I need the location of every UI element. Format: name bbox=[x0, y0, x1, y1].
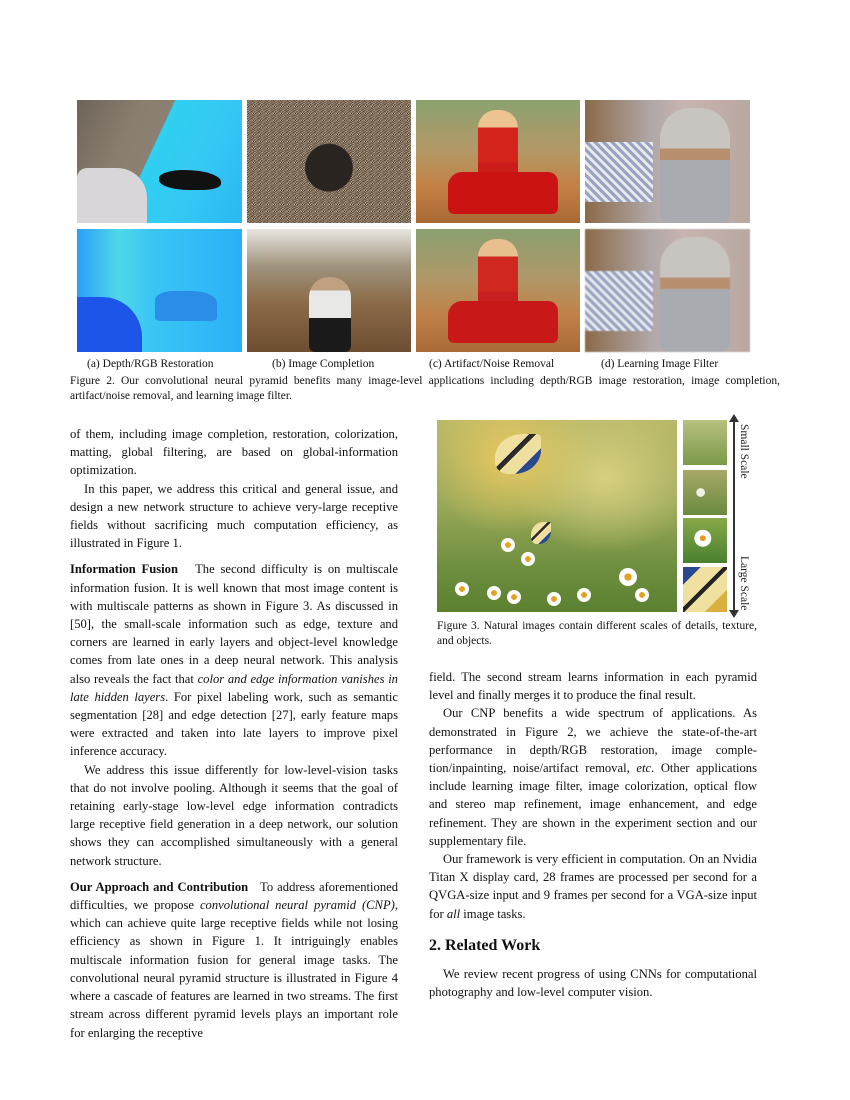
figure-3-tile-butterfly bbox=[683, 567, 727, 612]
text: . Other applications include learning image filter, image colorization, optical flow and stereo map refinement, image enhancement, and edge refinement. They are shown in the experiment section and our supplementary file. bbox=[429, 761, 757, 848]
butterfly-large bbox=[495, 434, 541, 474]
daisy bbox=[501, 538, 515, 552]
paragraph: In this paper, we address this critical and general issue, and design a new network structure to achieve very-large receptive fields without sacrificing much computation efficiency, as illustrated in Figure 1. bbox=[70, 481, 398, 551]
figure-2c-label: (c) Artifact/Noise Removal bbox=[429, 358, 555, 370]
figure-2d-label: (d) Learning Image Filter bbox=[601, 358, 719, 370]
figure-2a-label: (a) Depth/RGB Restoration bbox=[87, 358, 214, 370]
paragraph bbox=[429, 850, 757, 923]
daisy bbox=[455, 582, 469, 596]
daisy bbox=[487, 586, 501, 600]
paragraph-approach bbox=[70, 878, 398, 1042]
paragraph: field. The second stream learns information in each pyramid level and finally merges it to produce the final result. bbox=[429, 670, 757, 703]
figure-3-main-image bbox=[437, 420, 677, 612]
figure-2-caption: Figure 2. Our convolutional neural pyramid benefits many image-level applications including depth/RGB image restoration, image completion, artifact/noise removal, and learning image filter. bbox=[70, 375, 780, 402]
figure-2d-bottom-image bbox=[585, 229, 750, 352]
paragraph: We review recent progress of using CNNs for computational photography and low-level computer vision. bbox=[429, 967, 757, 1000]
paragraph bbox=[429, 704, 757, 850]
daisy bbox=[577, 588, 591, 602]
text: Our CNP benefits a wide spectrum of applications. As demonstrated in Figure 2, we achieve the state-of-the-art performance in depth/RGB restoration, image completion/inpainting, noise/artifact removal, bbox=[429, 706, 757, 776]
daisy bbox=[635, 588, 649, 602]
figure-3-tile-small-daisies bbox=[683, 470, 727, 515]
paragraph-information-fusion bbox=[70, 560, 398, 760]
figure-2b-label: (b) Image Completion bbox=[272, 358, 375, 370]
daisy bbox=[507, 590, 521, 604]
figure-2b-top-image bbox=[247, 100, 411, 223]
figure-3-caption: Figure 3. Natural images contain different scales of details, texture, and objects. bbox=[437, 620, 757, 647]
figure-2a-top-image bbox=[77, 100, 242, 223]
text: To address aforementioned difficulties, we propose bbox=[70, 879, 399, 913]
left-column bbox=[70, 425, 398, 1042]
figure-2b-bottom-image bbox=[247, 229, 411, 352]
figure-2a-bottom-image bbox=[77, 229, 242, 352]
run-in-heading: Information Fusion bbox=[70, 562, 178, 577]
daisy bbox=[619, 568, 637, 586]
small-scale-label: Small Scale bbox=[738, 424, 750, 479]
paragraph: We address this issue differently for low-level-vision tasks that do not involve pooling. Although it seems that the goal of retaining early-stage low-level edge information contradicts large receptive field generation in a deep network, our solution shows they can accomplished simultaneously with a general network structure. bbox=[70, 762, 398, 868]
text: . For pixel labeling work, such as semantic segmentation [28] and edge detection [27], early feature maps were extracted and taken into late layers to improve pixel inference accuracy. bbox=[70, 689, 398, 759]
figure-2d-top-image bbox=[585, 100, 750, 223]
text: , which can achieve quite large receptive fields while not losing efficiency as shown in Figure 1. It intriguingly enables multiscale information fusion for general image tasks. The convolutional neural pyramid structure is illustrated in Figure 4 where a cascade of features are learned in two streams. The first stream across different pyramid levels plays an important role for enlarging the receptive bbox=[70, 898, 399, 1040]
figure-3-tile-daisies bbox=[683, 518, 727, 563]
text: image tasks. bbox=[460, 906, 526, 921]
large-scale-label: Large Scale bbox=[738, 556, 750, 611]
daisy bbox=[521, 552, 535, 566]
figure-3-tile-grass bbox=[683, 420, 727, 465]
emphasis: convolutional neural pyramid (CNP) bbox=[199, 898, 395, 913]
emphasis: color and edge information vanishes in late hidden layers bbox=[70, 671, 398, 704]
run-in-heading: Our Approach and Contribution bbox=[70, 879, 249, 894]
daisy bbox=[547, 592, 561, 606]
scale-arrow-icon bbox=[733, 420, 735, 612]
figure-2c-top-image bbox=[416, 100, 580, 223]
text: The second difficulty is on multiscale information fusion. It is well known that most image content is with multiscale patterns as shown in Figure 3. As discussed in [50], the small-scale information such as edge, texture and corners are learned in early layers and object-level knowledge comes from late ones in a deep neural network. This analysis also reveals the fact that bbox=[70, 562, 398, 686]
figure-2c-bottom-image bbox=[416, 229, 580, 352]
butterfly-small bbox=[531, 522, 551, 544]
text: Our framework is very efficient in computation. On an Nvidia Titan X display card, 28 frames are processed per second for a QVGA-size input and 9 frames per second for a VGA-size input for bbox=[429, 852, 757, 921]
section-heading-related-work: 2. Related Work bbox=[429, 936, 541, 954]
paragraph: of them, including image completion, restoration, colorization, matting, global filtering, are based on global-information optimization. bbox=[70, 427, 398, 478]
emphasis: etc bbox=[636, 761, 652, 776]
right-column bbox=[429, 668, 757, 1001]
emphasis: all bbox=[446, 906, 461, 921]
